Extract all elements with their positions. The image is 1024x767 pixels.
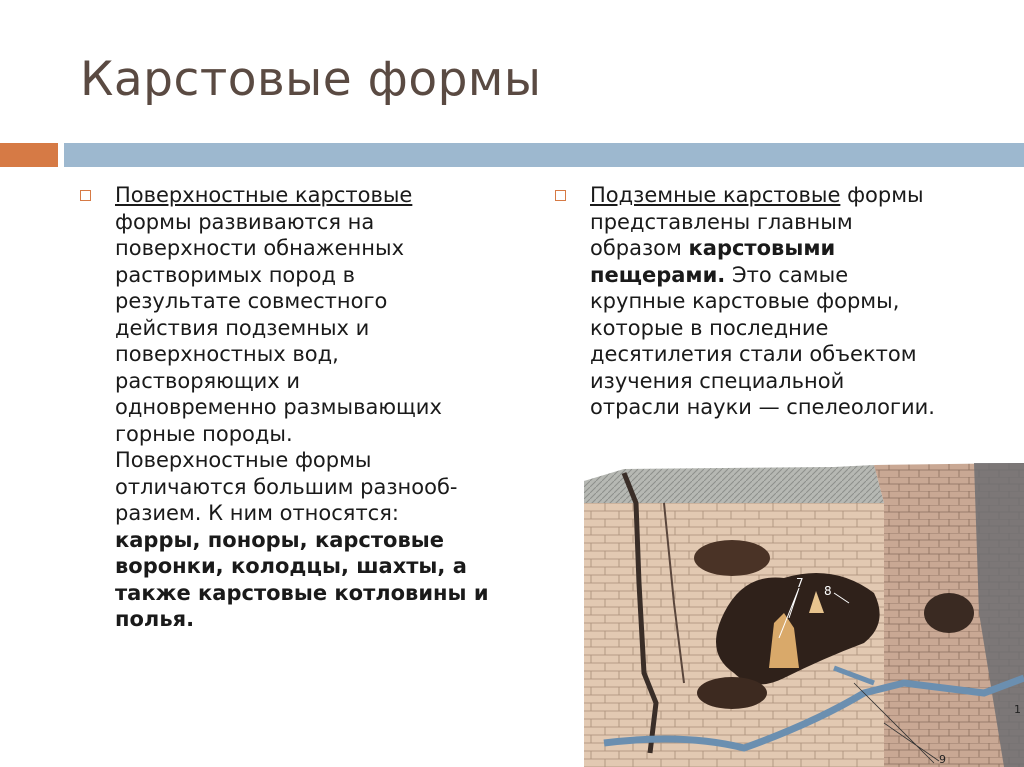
text-line: которые в последние	[590, 315, 829, 340]
text-fragment: формы	[840, 183, 924, 207]
text-line	[590, 235, 1000, 262]
text-line-bold: карры, поноры, карстовые	[115, 527, 444, 552]
bold-term: карстовыми	[688, 236, 836, 260]
text-line	[590, 262, 1000, 289]
text-line: Поверхностные карстовые	[115, 183, 413, 207]
accent-bar-orange	[0, 143, 58, 167]
text-line: разием. К ним относятся:	[115, 501, 399, 525]
text-line: результате совместного	[115, 289, 388, 313]
bullet-square-icon	[555, 190, 566, 201]
cave-label-8: 8	[824, 584, 832, 598]
left-column-text	[115, 182, 510, 633]
text-fragment: образом	[590, 236, 689, 260]
cave-label-1: 1	[1014, 703, 1021, 716]
text-line: десятилетия стали объектом	[590, 342, 917, 366]
karst-cave-illustration	[584, 463, 1024, 767]
underlined-term: Подземные карстовые	[590, 183, 841, 207]
text-line: представлены главным	[590, 209, 853, 234]
text-line: отрасли науки — спелеологии.	[590, 395, 935, 419]
right-column-text	[590, 182, 1000, 421]
text-line: растворимых пород в	[115, 262, 356, 287]
cave-label-9: 9	[939, 753, 946, 766]
bullet-square-icon	[80, 190, 91, 201]
text-line: горные породы.	[115, 421, 293, 446]
bold-term: пещерами.	[590, 262, 726, 287]
accent-bar-blue	[64, 143, 1024, 167]
text-line: изучения специальной	[590, 368, 845, 393]
text-line: поверхности обнаженных	[115, 236, 405, 260]
text-line: отличаются большим разнооб-	[115, 474, 458, 499]
lower-chamber	[697, 677, 767, 709]
upper-chamber	[694, 540, 770, 576]
text-line: поверхностных вод,	[115, 342, 339, 366]
text-line: крупные карстовые формы,	[590, 289, 900, 313]
slide-title: Карстовые формы	[80, 52, 542, 107]
text-line: формы развиваются на	[115, 209, 375, 234]
text-line: действия подземных и	[115, 315, 370, 340]
text-line: одновременно размывающих	[115, 395, 442, 419]
text-line	[590, 182, 1000, 209]
cave-label-7: 7	[796, 576, 804, 590]
text-line: Поверхностные формы	[115, 448, 372, 472]
side-cave	[924, 593, 974, 633]
text-line-bold: также карстовые котловины и	[115, 580, 489, 605]
text-line-bold: полья.	[115, 607, 195, 631]
text-fragment: Это самые	[725, 262, 849, 287]
text-line-bold: воронки, колодцы, шахты, а	[115, 554, 467, 578]
text-line: растворяющих и	[115, 368, 301, 393]
